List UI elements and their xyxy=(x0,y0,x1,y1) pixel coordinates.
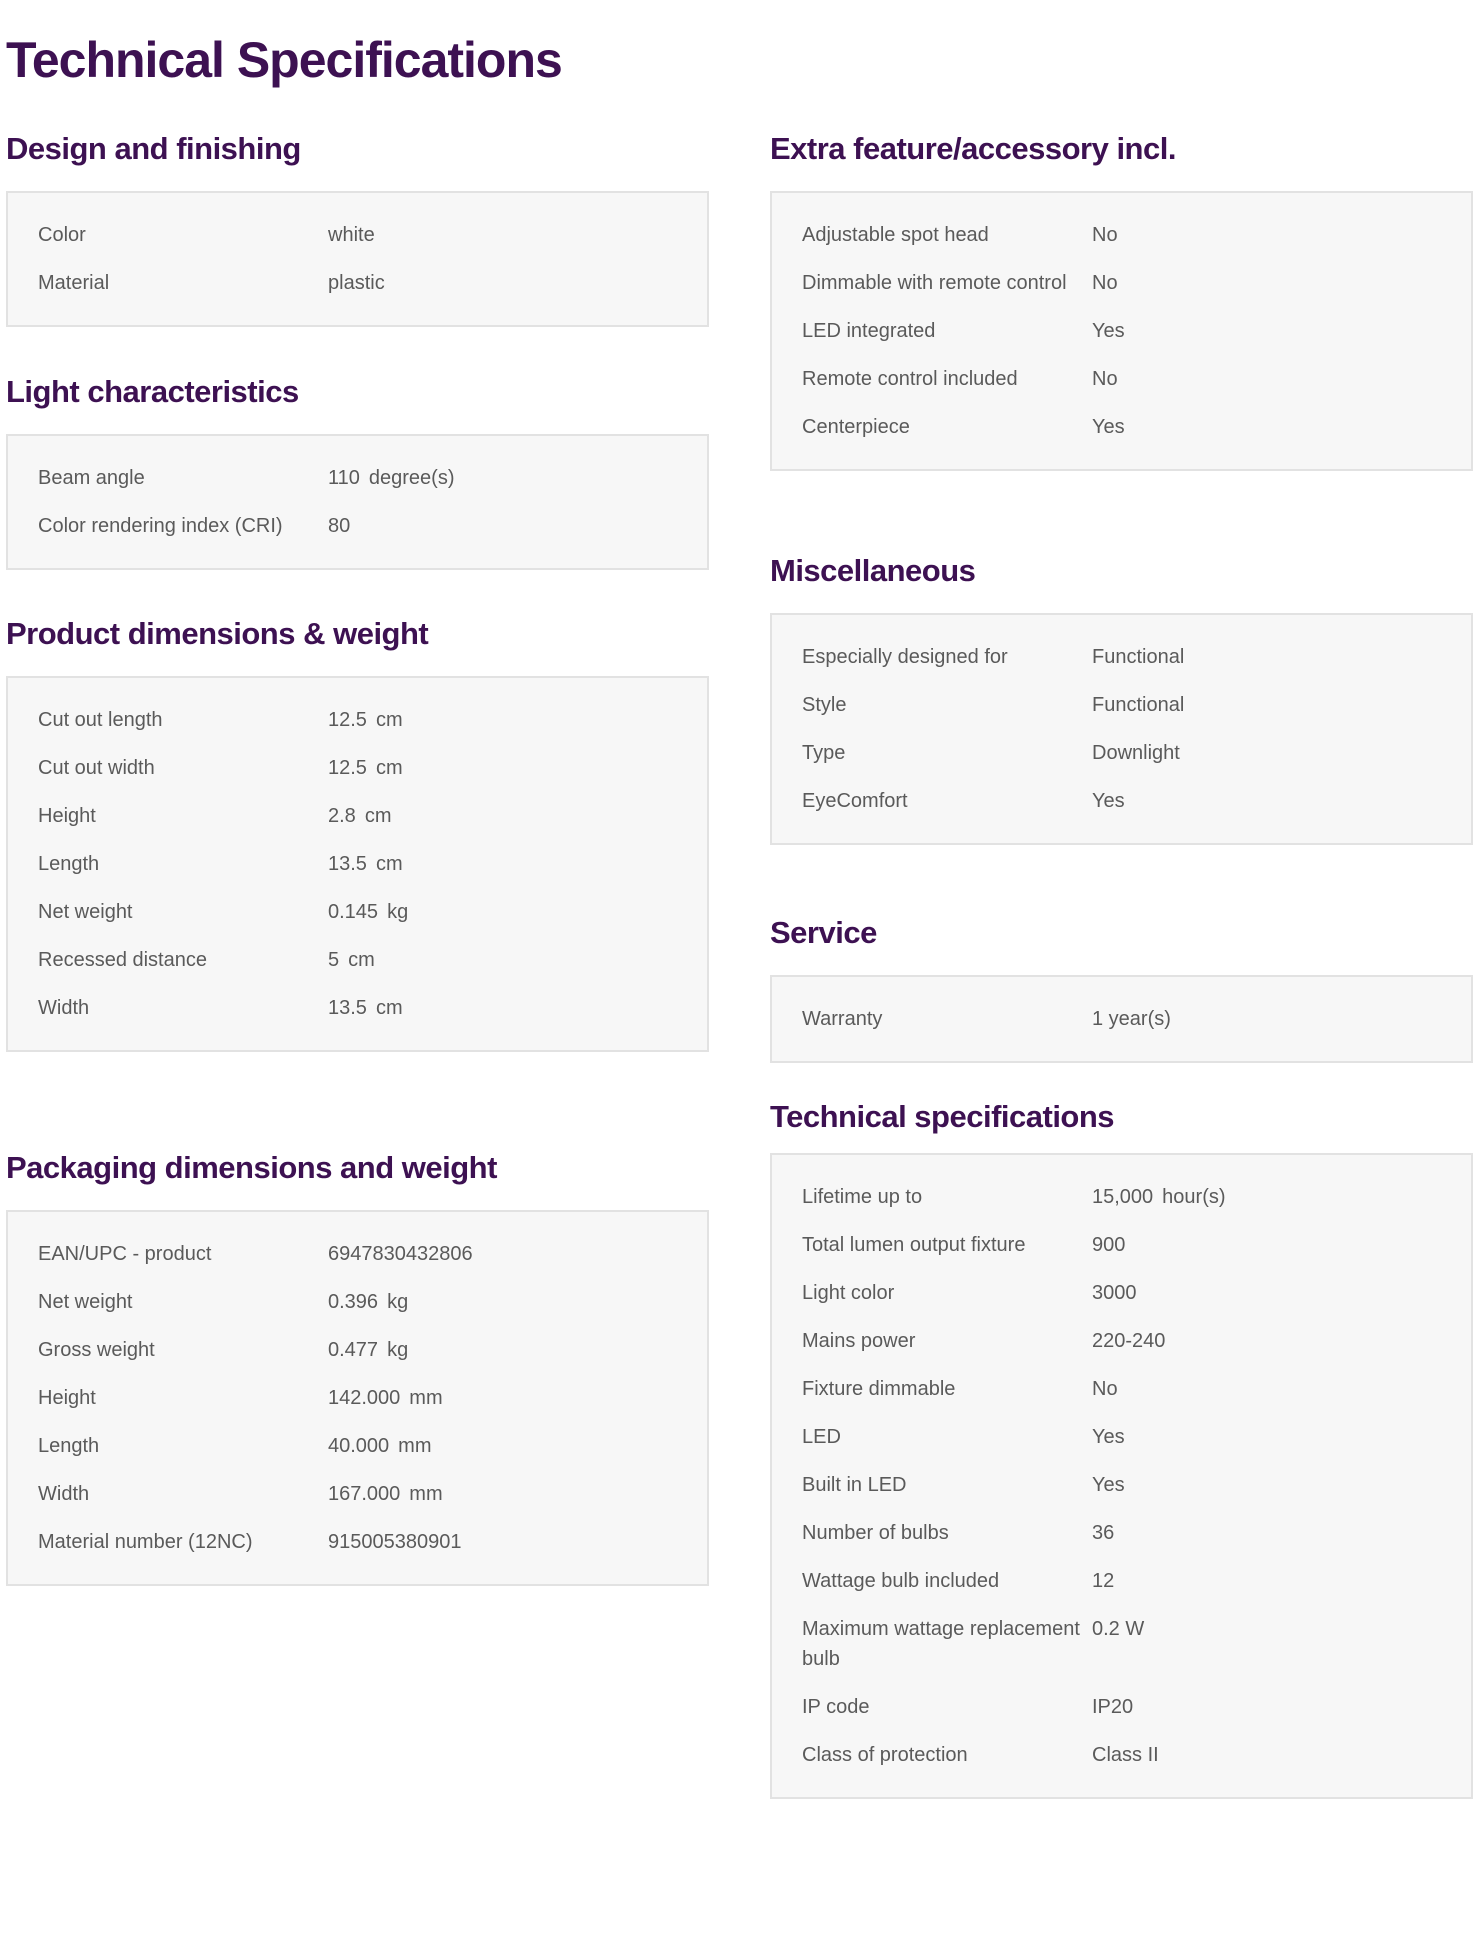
spec-label: Total lumen output fixture xyxy=(802,1234,1026,1256)
spec-value xyxy=(1092,1518,1471,1548)
spec-value xyxy=(1092,1566,1471,1596)
spec-label: EyeComfort xyxy=(802,790,908,812)
spec-value xyxy=(328,897,707,927)
spec-value-unit: cm xyxy=(375,709,403,731)
spec-row xyxy=(8,211,707,259)
spec-value-number: 167.000 xyxy=(328,1483,401,1505)
spec-value xyxy=(1092,1278,1471,1308)
spec-label: Material number (12NC) xyxy=(38,1531,253,1553)
spec-label: Width xyxy=(38,1483,90,1505)
spec-value-number: 12 xyxy=(1092,1570,1115,1592)
spec-row xyxy=(8,888,707,936)
spec-label: Remote control included xyxy=(802,368,1018,390)
spec-value-number: plastic xyxy=(328,272,385,294)
spec-value xyxy=(1092,1470,1471,1500)
spec-value xyxy=(1092,364,1471,394)
spec-label: Centerpiece xyxy=(802,416,910,438)
spec-value-unit: kg xyxy=(387,901,409,923)
spec-value xyxy=(1092,786,1471,816)
spec-row xyxy=(8,1518,707,1566)
spec-row xyxy=(772,681,1471,729)
spec-value xyxy=(328,463,707,493)
spec-value-unit: cm xyxy=(375,853,403,875)
spec-row xyxy=(772,1173,1471,1221)
spec-row xyxy=(8,502,707,550)
spec-value xyxy=(328,1383,707,1413)
spec-value xyxy=(328,511,707,541)
spec-row xyxy=(8,696,707,744)
spec-row xyxy=(8,744,707,792)
spec-row xyxy=(772,259,1471,307)
spec-value xyxy=(328,220,707,250)
spec-value xyxy=(1092,642,1471,672)
spec-value xyxy=(1092,1230,1471,1260)
section-title-miscellaneous: Miscellaneous xyxy=(770,553,976,588)
spec-label: IP code xyxy=(802,1696,870,1718)
spec-label: LED xyxy=(802,1426,841,1448)
spec-value-number: No xyxy=(1092,224,1118,246)
spec-value xyxy=(328,268,707,298)
spec-label: Length xyxy=(38,1435,100,1457)
spec-value-unit: kg xyxy=(387,1291,409,1313)
spec-row xyxy=(8,1278,707,1326)
spec-label: Net weight xyxy=(38,901,133,923)
spec-label: Beam angle xyxy=(38,467,145,489)
spec-value-number: No xyxy=(1092,272,1118,294)
spec-value-number: 36 xyxy=(1092,1522,1115,1544)
spec-label: Fixture dimmable xyxy=(802,1378,956,1400)
spec-value xyxy=(1092,1692,1471,1722)
spec-row xyxy=(8,984,707,1032)
spec-value-number: 12.5 xyxy=(328,757,367,779)
spec-label: Cut out width xyxy=(38,757,155,779)
spec-row xyxy=(772,1317,1471,1365)
spec-row xyxy=(8,454,707,502)
spec-row xyxy=(8,1422,707,1470)
spec-row xyxy=(8,1470,707,1518)
spec-value xyxy=(328,801,707,831)
spec-label: Warranty xyxy=(802,1008,883,1030)
spec-label: Built in LED xyxy=(802,1474,907,1496)
spec-row xyxy=(772,1461,1471,1509)
spec-value-number: Class II xyxy=(1092,1744,1159,1766)
spec-value xyxy=(1092,1740,1471,1770)
spec-row xyxy=(8,259,707,307)
section-title-product-dimensions: Product dimensions & weight xyxy=(6,616,429,651)
section-title-service: Service xyxy=(770,915,877,950)
spec-value-number: Functional xyxy=(1092,646,1185,668)
spec-label: Height xyxy=(38,805,96,827)
spec-value xyxy=(328,993,707,1023)
spec-value-number: Yes xyxy=(1092,1474,1125,1496)
section-title-light: Light characteristics xyxy=(6,374,299,409)
spec-value-unit: degree(s) xyxy=(368,467,455,489)
spec-value-number: 15,000 xyxy=(1092,1186,1154,1208)
spec-label: Mains power xyxy=(802,1330,916,1352)
spec-row xyxy=(772,355,1471,403)
spec-value xyxy=(1092,738,1471,768)
spec-value-number: 110 xyxy=(328,467,360,489)
spec-row xyxy=(8,1230,707,1278)
spec-row xyxy=(772,1557,1471,1605)
spec-value xyxy=(328,1239,707,1269)
spec-value-number: Yes xyxy=(1092,790,1125,812)
spec-value-number: Downlight xyxy=(1092,742,1180,764)
spec-value-number: 13.5 xyxy=(328,997,367,1019)
spec-value-unit: cm xyxy=(364,805,392,827)
spec-label: Lifetime up to xyxy=(802,1186,923,1208)
spec-label: Recessed distance xyxy=(38,949,207,971)
spec-value-number: 1 year(s) xyxy=(1092,1008,1171,1030)
spec-value-unit: mm xyxy=(398,1435,432,1457)
spec-row xyxy=(8,1374,707,1422)
spec-value xyxy=(1092,1004,1471,1034)
spec-value-number: 40.000 xyxy=(328,1435,390,1457)
spec-row xyxy=(772,1413,1471,1461)
spec-value xyxy=(1092,412,1471,442)
spec-value-number: white xyxy=(328,224,375,246)
spec-value-number: Yes xyxy=(1092,1426,1125,1448)
spec-value xyxy=(1092,1182,1471,1212)
spec-row xyxy=(8,1326,707,1374)
spec-value xyxy=(1092,1422,1471,1452)
spec-label: Color xyxy=(38,224,86,246)
spec-value-unit: cm xyxy=(375,997,403,1019)
spec-value-unit: kg xyxy=(387,1339,409,1361)
spec-value xyxy=(328,1335,707,1365)
spec-row xyxy=(8,936,707,984)
spec-value-number: 6947830432806 xyxy=(328,1243,473,1265)
spec-label: Number of bulbs xyxy=(802,1522,949,1544)
spec-row xyxy=(772,403,1471,451)
spec-value-number: 900 xyxy=(1092,1234,1126,1256)
spec-value-number: 3000 xyxy=(1092,1282,1137,1304)
spec-label: Material xyxy=(38,272,110,294)
spec-value-number: IP20 xyxy=(1092,1696,1134,1718)
spec-value-number: 0.145 xyxy=(328,901,379,923)
spec-label: Light color xyxy=(802,1282,895,1304)
spec-row xyxy=(772,1605,1471,1683)
spec-value xyxy=(1092,220,1471,250)
spec-value-number: No xyxy=(1092,368,1118,390)
spec-label: Gross weight xyxy=(38,1339,155,1361)
spec-value xyxy=(1092,316,1471,346)
spec-row xyxy=(772,633,1471,681)
spec-value-number: 80 xyxy=(328,515,351,537)
spec-value xyxy=(1092,690,1471,720)
spec-row xyxy=(772,777,1471,825)
section-title-extra-features: Extra feature/accessory incl. xyxy=(770,131,1176,166)
spec-value-number: No xyxy=(1092,1378,1118,1400)
spec-value-number: 12.5 xyxy=(328,709,367,731)
spec-value-number: 5 xyxy=(328,949,340,971)
spec-value-unit: mm xyxy=(409,1483,443,1505)
spec-table-packaging xyxy=(6,1210,709,1586)
section-title-packaging: Packaging dimensions and weight xyxy=(6,1150,497,1185)
spec-row xyxy=(772,1683,1471,1731)
spec-label: Net weight xyxy=(38,1291,133,1313)
spec-value-number: 0.2 W xyxy=(1092,1618,1145,1640)
spec-table-product-dimensions xyxy=(6,676,709,1052)
spec-value xyxy=(328,1287,707,1317)
spec-table-technical-specifications xyxy=(770,1153,1473,1799)
spec-value xyxy=(328,1479,707,1509)
spec-row xyxy=(772,307,1471,355)
spec-value-number: 0.477 xyxy=(328,1339,379,1361)
spec-value-unit: cm xyxy=(375,757,403,779)
spec-label: Especially designed for xyxy=(802,646,1008,668)
spec-value xyxy=(328,849,707,879)
spec-table-light xyxy=(6,434,709,570)
spec-label: Type xyxy=(802,742,846,764)
spec-label: Cut out length xyxy=(38,709,163,731)
spec-label: Wattage bulb included xyxy=(802,1570,1000,1592)
spec-row xyxy=(8,792,707,840)
section-title-design: Design and finishing xyxy=(6,131,301,166)
spec-label: Width xyxy=(38,997,90,1019)
spec-value xyxy=(328,1431,707,1461)
spec-value xyxy=(328,945,707,975)
spec-value-unit: mm xyxy=(409,1387,443,1409)
spec-row xyxy=(8,840,707,888)
spec-row xyxy=(772,995,1471,1043)
spec-row xyxy=(772,1365,1471,1413)
spec-label: Height xyxy=(38,1387,96,1409)
spec-table-miscellaneous xyxy=(770,613,1473,845)
spec-value-number: 0.396 xyxy=(328,1291,379,1313)
spec-row xyxy=(772,1731,1471,1779)
spec-value-number: Yes xyxy=(1092,320,1125,342)
spec-label: EAN/UPC - product xyxy=(38,1243,212,1265)
spec-label: Color rendering index (CRI) xyxy=(38,515,283,537)
spec-value-number: 2.8 xyxy=(328,805,356,827)
spec-label: Dimmable with remote control xyxy=(802,272,1067,294)
spec-value-number: Functional xyxy=(1092,694,1185,716)
spec-value xyxy=(1092,1614,1471,1644)
spec-table-service xyxy=(770,975,1473,1063)
spec-label: Maximum wattage replacement bulb xyxy=(802,1618,1080,1670)
spec-row xyxy=(772,1509,1471,1557)
spec-label: Adjustable spot head xyxy=(802,224,989,246)
section-title-technical-specifications: Technical specifications xyxy=(770,1099,1115,1134)
spec-value xyxy=(1092,268,1471,298)
spec-value xyxy=(1092,1374,1471,1404)
spec-value xyxy=(328,753,707,783)
spec-value-number: 915005380901 xyxy=(328,1531,462,1553)
spec-value xyxy=(328,705,707,735)
spec-value xyxy=(1092,1326,1471,1356)
spec-value xyxy=(328,1527,707,1557)
spec-row xyxy=(772,729,1471,777)
spec-row xyxy=(772,1221,1471,1269)
spec-value-unit: hour(s) xyxy=(1162,1186,1226,1208)
spec-table-design xyxy=(6,191,709,327)
spec-row xyxy=(772,211,1471,259)
spec-label: Class of protection xyxy=(802,1744,968,1766)
spec-label: Style xyxy=(802,694,847,716)
spec-row xyxy=(772,1269,1471,1317)
spec-value-number: 13.5 xyxy=(328,853,367,875)
spec-value-number: 220-240 xyxy=(1092,1330,1166,1352)
spec-table-extra-features xyxy=(770,191,1473,471)
spec-label: Length xyxy=(38,853,100,875)
spec-value-number: Yes xyxy=(1092,416,1125,438)
spec-label: LED integrated xyxy=(802,320,936,342)
spec-value-number: 142.000 xyxy=(328,1387,401,1409)
page-title: Technical Specifications xyxy=(6,32,562,88)
spec-value-unit: cm xyxy=(348,949,375,971)
